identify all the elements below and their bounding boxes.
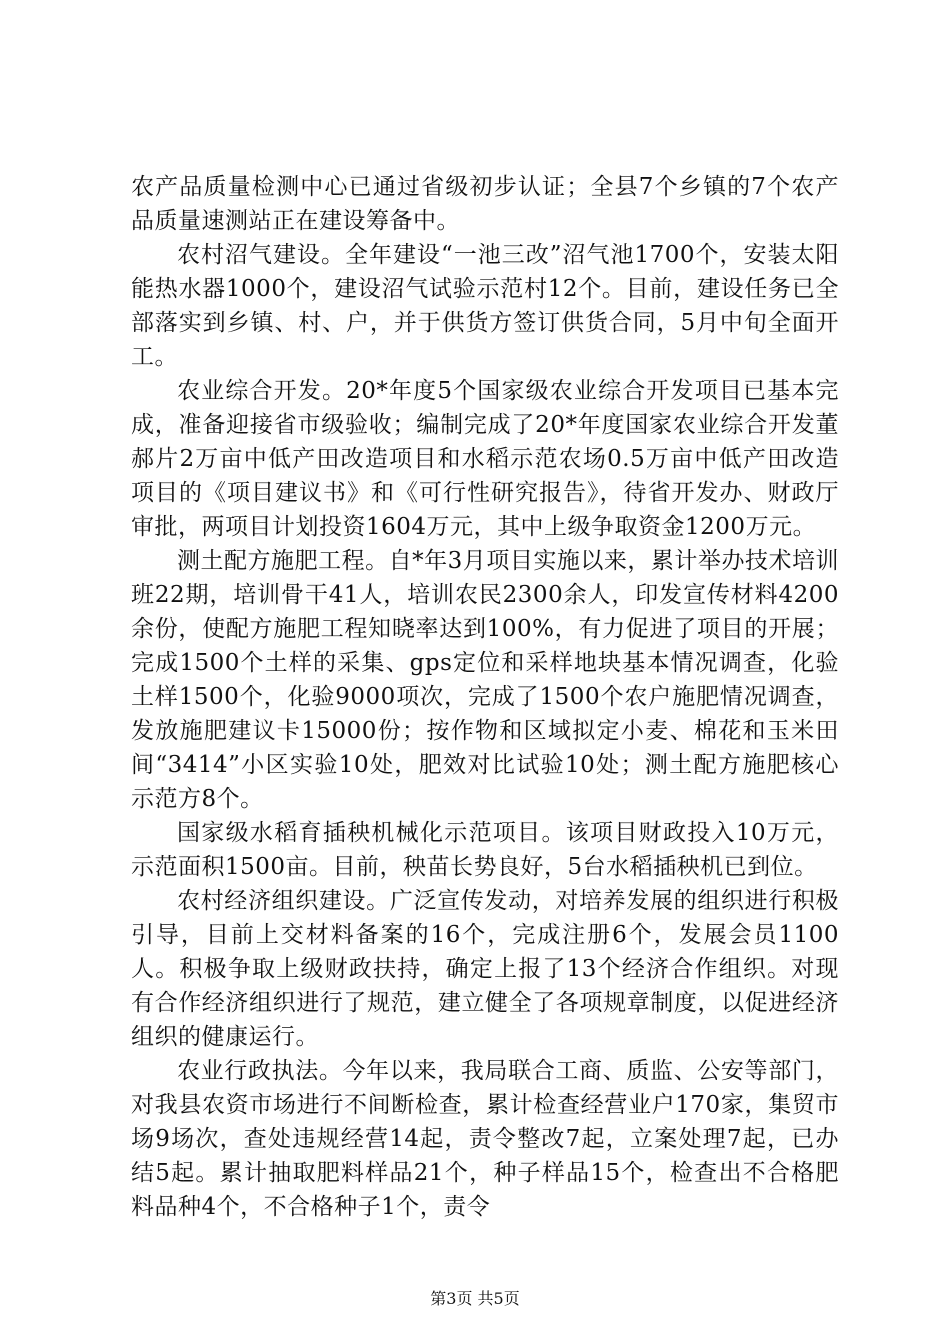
page-number-footer: 第3页 共5页	[430, 1289, 520, 1308]
paragraph-rice-transplanting-project: 国家级水稻育插秧机械化示范项目。该项目财政投入10万元，示范面积1500亩。目前，秧苗长势良好，5台水稻插秧机已到位。	[131, 820, 839, 880]
paragraph-biogas-construction: 农村沼气建设。全年建设“一池三改”沼气池1700个，安装太阳能热水器1000个，建设沼气试验示范村12个。目前，建设任务已全部落实到乡镇、村、户，并于供货方签订供货合同，5月中旬全面开工。	[131, 242, 839, 370]
paragraph-administrative-enforcement: 农业行政执法。今年以来，我局联合工商、质监、公安等部门，对我县农资市场进行不间断检查，累计检查经营业户170家，集贸市场9场次，查处违规经营14起，责令整改7起，立案处理7起，已办结5起。累计抽取肥料样品21个，种子样品15个，检查出不合格肥料品种4个，不合格种子1个，责令	[131, 1058, 839, 1220]
paragraph-soil-testing-fertilization: 测土配方施肥工程。自*年3月项目实施以来，累计举办技术培训班22期，培训骨干41人，培训农民2300余人，印发宣传材料4200余份，使配方施肥工程知晓率达到100%，有力促进了项目的开展；完成1500个土样的采集、gps定位和采样地块基本情况调查，化验土样1500个，化验9000项次，完成了1500个农户施肥情况调查，发放施肥建议卡15000份；按作物和区域拟定小麦、棉花和玉米田间“3414”小区实验10处，肥效对比试验10处；测土配方施肥核心示范方8个。	[131, 548, 839, 812]
paragraph-economic-organizations: 农村经济组织建设。广泛宣传发动，对培养发展的组织进行积极引导，目前上交材料备案的16个，完成注册6个，发展会员1100人。积极争取上级财政扶持，确定上报了13个经济合作组织。对现有合作经济组织进行了规范，建立健全了各项规章制度，以促进经济组织的健康运行。	[131, 888, 839, 1050]
paragraph-agricultural-development: 农业综合开发。20*年度5个国家级农业综合开发项目已基本完成，准备迎接省市级验收；编制完成了20*年度国家农业综合开发董郝片2万亩中低产田改造项目和水稻示范农场0.5万亩中低产田改造项目的《项目建议书》和《可行性研究报告》，待省开发办、财政厅审批，两项目计划投资1604万元，其中上级争取资金1200万元。	[131, 378, 839, 540]
paragraph-quality-testing: 农产品质量检测中心已通过省级初步认证；全县7个乡镇的7个农产品质量速测站正在建设筹备中。	[131, 174, 839, 234]
document-body	[131, 170, 839, 1224]
